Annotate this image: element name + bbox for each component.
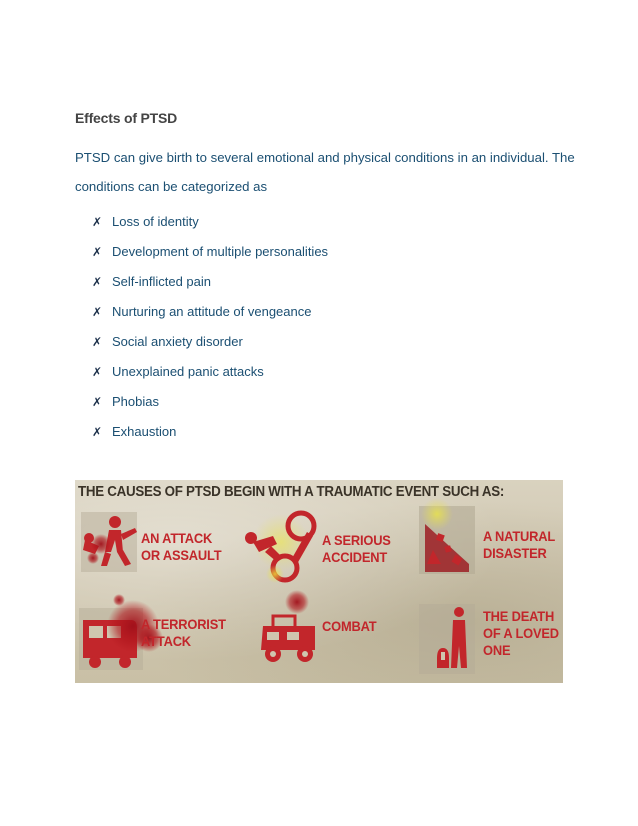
caption-line: AN ATTACK xyxy=(141,530,213,546)
x-mark-icon: ✗ xyxy=(92,215,103,229)
caption-line: A SERIOUS xyxy=(322,532,391,548)
ptsd-causes-infographic xyxy=(75,480,563,683)
cause-caption-attack xyxy=(141,530,221,564)
list-item xyxy=(92,213,328,243)
list-item-text: Development of multiple personalities xyxy=(112,244,329,259)
list-item-text: Phobias xyxy=(112,394,159,409)
list-item xyxy=(92,273,328,303)
caption-line: THE DEATH xyxy=(483,608,555,624)
list-item-text: Unexplained panic attacks xyxy=(112,364,264,379)
x-mark-icon: ✗ xyxy=(92,395,103,409)
caption-line: ACCIDENT xyxy=(322,549,388,565)
cause-caption-accident xyxy=(322,532,391,566)
list-item-text: Nurturing an attitude of vengeance xyxy=(112,304,312,319)
x-mark-icon: ✗ xyxy=(92,425,103,439)
effects-list xyxy=(92,213,328,453)
caption-line: OR ASSAULT xyxy=(141,547,222,563)
intro-paragraph xyxy=(75,143,575,201)
list-item-text: Social anxiety disorder xyxy=(112,334,243,349)
list-item xyxy=(92,243,328,273)
motorcycle-accident-icon xyxy=(245,513,314,583)
x-mark-icon: ✗ xyxy=(92,335,103,349)
x-mark-icon: ✗ xyxy=(92,275,103,289)
infographic-title: THE CAUSES OF PTSD BEGIN WITH A TRAUMATIC EVENT SUCH AS: xyxy=(78,484,505,500)
x-mark-icon: ✗ xyxy=(92,245,103,259)
cause-caption-combat xyxy=(322,618,376,635)
intro-line-1: PTSD can give birth to several emotional and physical conditions in an individual. The xyxy=(75,150,575,165)
x-mark-icon: ✗ xyxy=(92,305,103,319)
cause-caption-death xyxy=(483,608,559,659)
cause-caption-natural-disaster xyxy=(483,528,555,562)
caption-line: A NATURAL xyxy=(483,528,556,544)
list-item xyxy=(92,303,328,333)
cause-caption-terrorist xyxy=(141,616,226,650)
list-item-text: Exhaustion xyxy=(112,424,177,439)
list-item-text: Self-inflicted pain xyxy=(112,274,211,289)
x-mark-icon: ✗ xyxy=(92,365,103,379)
military-jeep-icon xyxy=(261,590,315,662)
caption-line: A TERRORIST xyxy=(141,616,226,632)
list-item xyxy=(92,363,328,393)
list-item xyxy=(92,333,328,363)
caption-line: ATTACK xyxy=(141,633,191,649)
caption-line: OF A LOVED xyxy=(483,625,559,641)
list-item xyxy=(92,393,328,423)
list-item xyxy=(92,423,328,453)
list-item-text: Loss of identity xyxy=(112,214,199,229)
caption-line: ONE xyxy=(483,642,511,658)
section-heading: Effects of PTSD xyxy=(75,110,178,126)
intro-line-2: conditions can be categorized as xyxy=(75,179,268,194)
caption-line: COMBAT xyxy=(322,618,377,634)
caption-line: DISASTER xyxy=(483,545,547,561)
